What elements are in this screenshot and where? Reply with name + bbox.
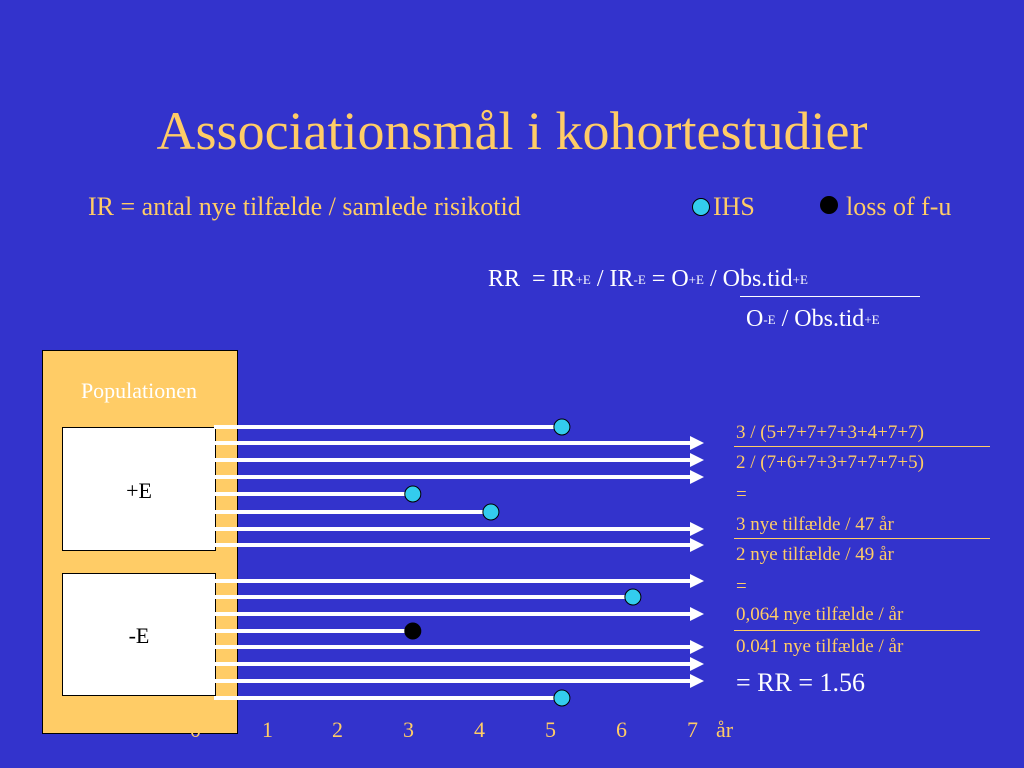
unexposed-label: -E: [128, 623, 150, 648]
ihs-event-dot-icon: [405, 486, 421, 502]
obs-tid: / Obs.tid: [781, 306, 865, 332]
calc-fraction-bar: [734, 630, 980, 631]
calc-line-3: 3 nye tilfælde / 47 år: [736, 514, 894, 535]
exposed-label: +E: [126, 478, 152, 503]
subscript: +E: [575, 272, 591, 287]
axis-tick: 0: [190, 717, 201, 742]
subscript: +E: [792, 272, 808, 287]
ihs-event-dot-icon: [625, 589, 641, 605]
legend-ihs-label: IHS: [713, 192, 755, 221]
axis-tick: 4: [474, 717, 485, 742]
o-symbol: O: [746, 306, 764, 332]
axis-tick: 7: [687, 717, 698, 742]
arrowhead-icon: [690, 453, 704, 467]
obs-tid: / Obs.tid: [709, 266, 793, 292]
o-symbol: = O: [651, 266, 689, 292]
axis-tick: 2: [332, 717, 343, 742]
axis-tick: 1: [262, 717, 273, 742]
arrowhead-icon: [690, 538, 704, 552]
axis-unit: år: [716, 717, 734, 742]
axis-tick: 6: [616, 717, 627, 742]
axis-tick: 5: [545, 717, 556, 742]
subscript: -E: [633, 272, 646, 287]
arrowhead-icon: [690, 522, 704, 536]
ir-definition: IR = antal nye tilfælde / samlede risikotid: [88, 192, 521, 221]
calc-line-2: 2 / (7+6+7+3+7+7+7+5): [736, 452, 924, 473]
rr-symbol: RR: [488, 266, 521, 292]
calc-line-1: 3 / (5+7+7+7+3+4+7+7): [736, 422, 924, 443]
axis-tick: 3: [403, 717, 414, 742]
arrowhead-icon: [690, 574, 704, 588]
arrowhead-icon: [690, 674, 704, 688]
calc-line-4: 2 nye tilfælde / 49 år: [736, 544, 894, 565]
calc-fraction-bar: [734, 446, 990, 447]
calc-line-5: 0,064 nye tilfælde / år: [736, 604, 904, 625]
arrowhead-icon: [690, 640, 704, 654]
subscript: +E: [864, 312, 880, 327]
subscript: +E: [688, 272, 704, 287]
ihs-event-dot-icon: [483, 504, 499, 520]
ihs-event-dot-icon: [554, 690, 570, 706]
calc-equals-1: =: [736, 484, 747, 505]
ir-neg-symbol: / IR: [596, 266, 634, 292]
arrowhead-icon: [690, 436, 704, 450]
arrowhead-icon: [690, 470, 704, 484]
calc-line-6: 0.041 nye tilfælde / år: [736, 636, 904, 657]
calc-equals-2: =: [736, 576, 747, 597]
arrowhead-icon: [690, 657, 704, 671]
slide-title: Associationsmål i kohortestudier: [156, 101, 868, 161]
ihs-event-dot-icon: [554, 419, 570, 435]
loss-event-dot-icon: [405, 623, 421, 639]
rr-result: = RR = 1.56: [736, 668, 866, 697]
legend-loss-label: loss of f-u: [846, 192, 952, 221]
calc-fraction-bar: [734, 538, 990, 539]
population-label: Populationen: [80, 378, 198, 403]
subscript: -E: [763, 312, 776, 327]
arrowhead-icon: [690, 607, 704, 621]
ir-symbol: = IR: [532, 266, 576, 292]
